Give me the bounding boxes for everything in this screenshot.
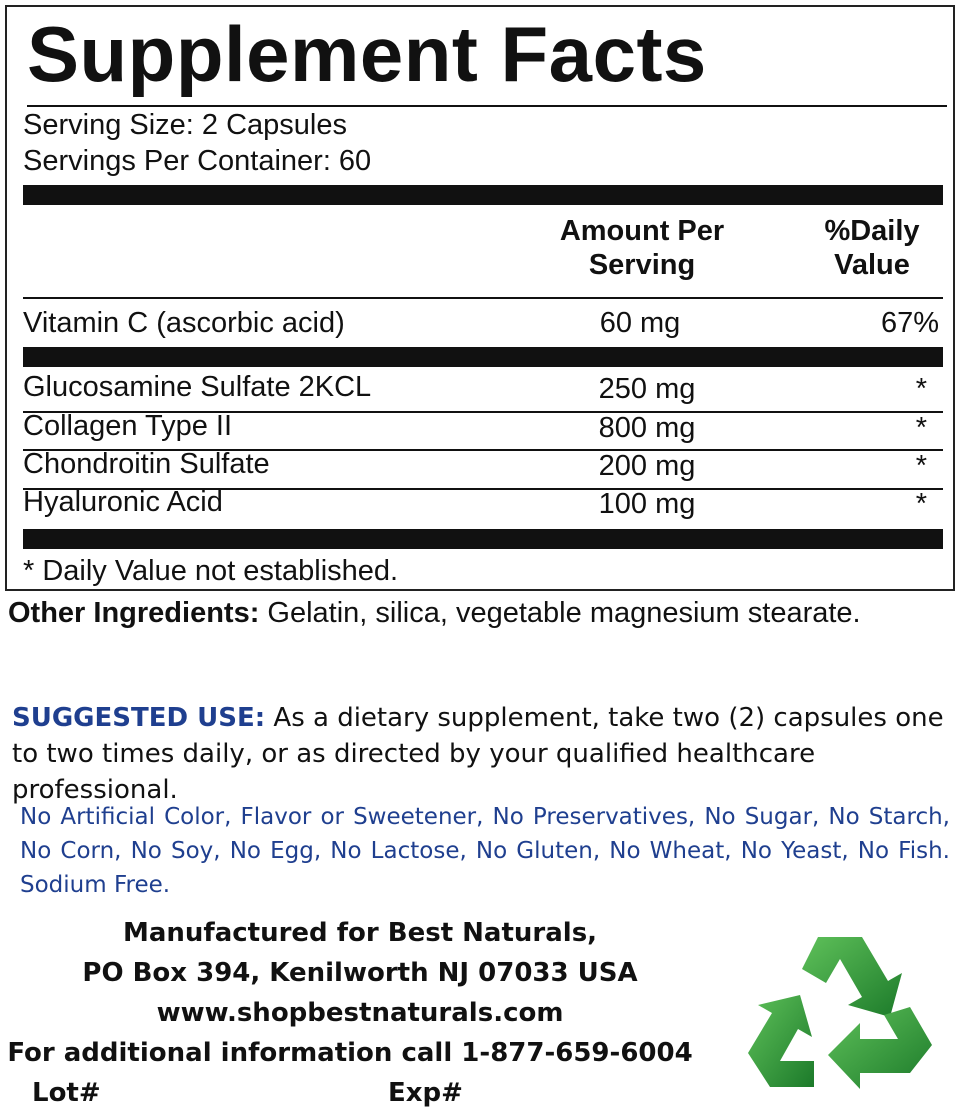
rule-title: [27, 105, 947, 107]
header-amount-line1: Amount Per: [559, 215, 725, 247]
rule-thick-mid: [23, 347, 943, 367]
panel-title: Supplement Facts: [27, 10, 707, 98]
other-ingredients-text: Gelatin, silica, vegetable magnesium stearate.: [259, 597, 861, 629]
ingredient-dv: *: [915, 412, 927, 444]
servings-per-container: Servings Per Container: 60: [23, 145, 372, 177]
nutrient-name: Vitamin C (ascorbic acid): [23, 307, 345, 339]
header-daily-value: [797, 214, 947, 282]
ingredient-dv: *: [915, 373, 927, 405]
ingredient-name: Collagen Type II: [23, 410, 233, 442]
other-ingredients-label: Other Ingredients:: [8, 597, 260, 629]
ingredient-name: Chondroitin Sulfate: [23, 448, 270, 480]
header-dv-line1: %Daily: [824, 215, 920, 247]
footnote: * Daily Value not established.: [23, 555, 399, 587]
ingredient-amount: 250 mg: [598, 373, 696, 405]
ingredient-amount: 100 mg: [598, 488, 696, 520]
manufacturer-address: PO Box 394, Kenilworth NJ 07033 USA: [82, 958, 638, 988]
serving-size: Serving Size: 2 Capsules: [23, 109, 347, 141]
header-amount-line2: Serving: [588, 249, 696, 281]
free-from-statement: No Artificial Color, Flavor or Sweetener, No Preservatives, No Sugar, No Starch, No Corn, No Soy, No Egg, No Lactose, No Gluten, No Wheat, No Yeast, No Fish. Sodium Free.: [20, 804, 950, 898]
ingredient-name: Hyaluronic Acid: [23, 486, 223, 518]
expiry-label: Exp#: [388, 1078, 463, 1108]
rule-thick-bottom: [23, 529, 943, 549]
rule-header: [23, 297, 943, 299]
recycle-icon: [740, 925, 940, 1095]
other-ingredients: [8, 597, 861, 630]
manufacturer-line: Manufactured for Best Naturals,: [122, 918, 598, 948]
nutrient-dv: 67%: [880, 307, 939, 339]
header-amount: [527, 214, 757, 282]
nutrient-amount: 60 mg: [599, 307, 681, 339]
ingredient-name: Glucosamine Sulfate 2KCL: [23, 371, 372, 403]
supplement-facts-panel: [5, 5, 955, 591]
rule-thick-top: [23, 185, 943, 205]
suggested-use-text: As a dietary supplement, take two (2) capsules one to two times daily, or as directed by your qualified healthcare professional.: [12, 703, 944, 805]
header-dv-line2: Value: [834, 249, 910, 281]
ingredient-amount: 200 mg: [598, 450, 696, 482]
ingredient-dv: *: [915, 488, 927, 520]
suggested-use-label: SUGGESTED USE:: [12, 703, 266, 733]
ingredient-dv: *: [915, 450, 927, 482]
manufacturer-website: www.shopbestnaturals.com: [156, 998, 564, 1028]
lot-number-label: Lot#: [32, 1078, 101, 1108]
suggested-use: [12, 700, 952, 808]
ingredient-amount: 800 mg: [598, 412, 696, 444]
manufacturer-phone: For additional information call 1-877-659-6004: [7, 1038, 693, 1068]
